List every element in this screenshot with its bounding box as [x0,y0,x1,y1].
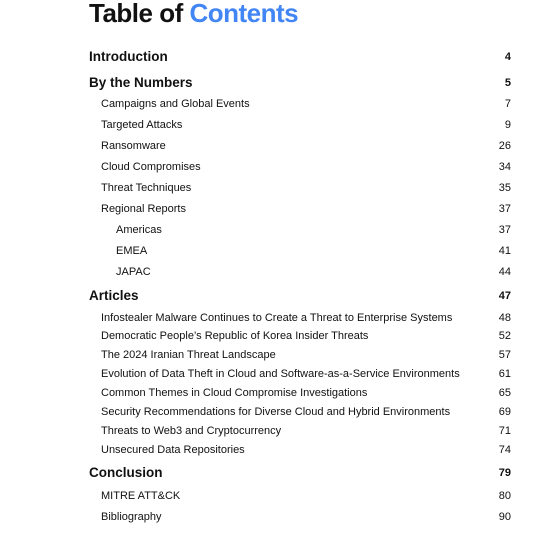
toc-entry-label: MITRE ATT&CK [101,490,181,502]
toc-entry-page-number: 26 [498,140,511,152]
toc-entry-page-number: 4 [504,51,511,63]
toc-entry[interactable] [0,327,560,345]
toc-entry-page-number: 69 [498,406,511,418]
toc-entry[interactable] [0,137,560,155]
toc-entry[interactable] [0,365,560,383]
toc-section-entry[interactable] [0,48,560,66]
toc-entry-label: Threats to Web3 and Cryptocurrency [101,425,282,437]
toc-entry-label: EMEA [116,245,148,257]
toc-entry-label: Unsecured Data Repositories [101,444,245,456]
toc-section-entry[interactable] [0,74,560,92]
toc-entry-label: Evolution of Data Theft in Cloud and Software-as-a-Service Environments [101,368,460,380]
toc-entry[interactable] [0,221,560,239]
toc-entry-page-number: 79 [498,467,511,479]
toc-entry-label: Infostealer Malware Continues to Create a Threat to Enterprise Systems [101,312,453,324]
title-part-2: Contents [189,0,299,28]
toc-entry[interactable] [0,95,560,113]
toc-entry-label: JAPAC [116,266,151,278]
toc-entry[interactable] [0,422,560,440]
toc-entry-page-number: 34 [498,161,511,173]
toc-entry-page-number: 37 [498,224,511,236]
toc-entry-label: Democratic People’s Republic of Korea Insider Threats [101,330,369,342]
title-part-1: Table of [89,0,190,28]
page-title [89,0,298,29]
toc-entry-label: Campaigns and Global Events [101,98,250,110]
toc-entry-label: Cloud Compromises [101,161,201,173]
toc-entry-page-number: 61 [498,368,511,380]
toc-entry-page-number: 35 [498,182,511,194]
toc-entry[interactable] [0,116,560,134]
toc-entry-page-number: 44 [498,266,511,278]
toc-entry-label: Security Recommendations for Diverse Cloud and Hybrid Environments [101,406,451,418]
toc-entry-page-number: 52 [498,330,511,342]
toc-entry[interactable] [0,403,560,421]
toc-entry-page-number: 41 [498,245,511,257]
toc-entry[interactable] [0,487,560,505]
toc-entry-label: Articles [89,288,139,303]
toc-entry[interactable] [0,263,560,281]
toc-entry-page-number: 48 [498,312,511,324]
toc-entry-label: Common Themes in Cloud Compromise Investigations [101,387,368,399]
toc-entry[interactable] [0,346,560,364]
toc-entry-page-number: 37 [498,203,511,215]
toc-entry[interactable] [0,179,560,197]
toc-section-entry[interactable] [0,464,560,482]
toc-entry-label: Regional Reports [101,203,186,215]
toc-entry-label: Americas [116,224,162,236]
toc-entry-label: Conclusion [89,465,163,480]
toc-entry-page-number: 7 [504,98,511,110]
toc-entry-label: The 2024 Iranian Threat Landscape [101,349,276,361]
toc-entry-label: Bibliography [101,511,162,523]
toc-entry-page-number: 74 [498,444,511,456]
toc-entry-label: By the Numbers [89,75,193,90]
toc-entry[interactable] [0,200,560,218]
toc-entry-page-number: 9 [504,119,511,131]
toc-entry-page-number: 71 [498,425,511,437]
toc-entry[interactable] [0,158,560,176]
toc-entry-label: Ransomware [101,140,166,152]
toc-entry-page-number: 65 [498,387,511,399]
toc-entry-label: Threat Techniques [101,182,192,194]
toc-entry-page-number: 5 [504,77,511,89]
toc-section-entry[interactable] [0,287,560,305]
toc-entry-label: Introduction [89,49,168,64]
toc-entry[interactable] [0,441,560,459]
toc-entry-page-number: 47 [498,290,511,302]
toc-entry[interactable] [0,242,560,260]
toc-entry-label: Targeted Attacks [101,119,183,131]
toc-entry-page-number: 57 [498,349,511,361]
toc-entry-page-number: 80 [498,490,511,502]
toc-entry[interactable] [0,384,560,402]
toc-entry[interactable] [0,508,560,526]
toc-entry[interactable] [0,309,560,327]
toc-entry-page-number: 90 [498,511,511,523]
